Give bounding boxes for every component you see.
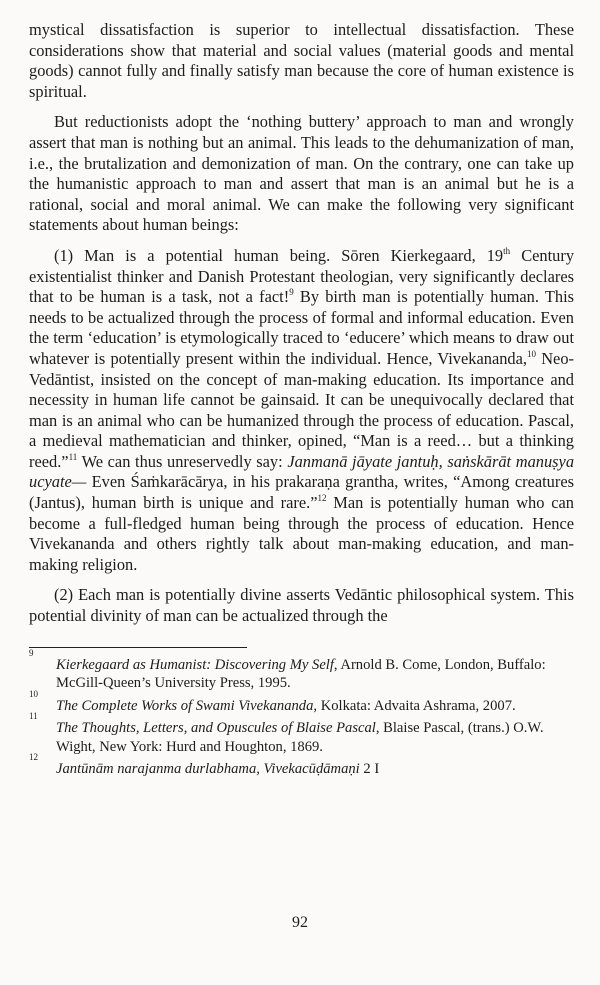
- footnote-12-title: Jantūnām narajanma durlabhama, Vivekacūḍāmaṇi: [56, 761, 360, 778]
- paragraph-4: (2) Each man is potentially divine asserts Vedāntic philosophical system. This potential divinity of man can be actualized through the: [29, 585, 574, 626]
- ordinal-suffix: th: [503, 245, 511, 256]
- paragraph-3-text-g: Man is potentially human who can become a full-fledged human being through the process of education. Hence Vivekananda and others rightly talk about man-making education, and man-making religion.: [29, 493, 574, 574]
- paragraph-1: mystical dissatisfaction is superior to intellectual dissatisfaction. These considerations show that material and social values (material goods and mental goods) cannot fully and finally satisfy man because the core of human existence is spiritual.: [29, 20, 574, 101]
- footnote-11: 11 The Thoughts, Letters, and Opuscules of Blaise Pascal, Blaise Pascal, (trans.) O.W. Wight, New York: Hurd and Houghton, 1869.: [29, 711, 544, 755]
- paragraph-3-text-b: Century existentialist thinker and Danish Protestant theologian, very significantly declares that to be human is a task, not a fact!: [29, 245, 575, 307]
- paragraph-3: [29, 246, 574, 576]
- footnote-11-title: The Thoughts, Letters, and Opuscules of Blaise Pascal: [56, 720, 376, 737]
- footnote-10-title: The Complete Works of Swami Vivekananda: [56, 697, 314, 714]
- paragraph-3-text-f: Even Śaṁkarācārya, in his prakaraṇa grantha, writes, “Among creatures (Jantus), human birth is unique and rare.”: [29, 472, 574, 513]
- footnote-ref-11: 11: [68, 451, 78, 462]
- paragraph-3-text-c: By birth man is potentially human. This needs to be actualized through the process of formal and informal education. Even the term ‘education’ is etymologically traced to ‘educere’ which means to draw out whatever is potentially present within the individual. Hence, Vivekananda,: [29, 287, 574, 368]
- footnote-12: 12 Jantūnām narajanma durlabhama, Vivekacūḍāmaṇi 2 I: [29, 752, 380, 778]
- footnotes: [29, 647, 574, 779]
- paragraph-3-text-e: We can thus unreservedly say:: [77, 451, 288, 471]
- footnote-10-details: , Kolkata: Advaita Ashrama, 2007.: [313, 697, 516, 714]
- footnote-ref-10: 10: [526, 348, 536, 359]
- footnote-divider: [29, 647, 247, 648]
- paragraph-2: But reductionists adopt the ‘nothing buttery’ approach to man and wrongly assert that man is nothing but an animal. This leads to the dehumanization of man, i.e., the brutalization and demonization of man. On the contrary, one can take up the humanistic approach to man and assert that man is an animal but he is a rational, social and moral animal. We can make the following very significant statements about human beings:: [29, 112, 574, 235]
- footnote-9-details: , Arnold B. Come, London, Buffalo: McGill-Queen’s University Press, 1995.: [56, 656, 546, 692]
- footnote-11-details: , Blaise Pascal, (trans.) O.W. Wight, New York: Hurd and Houghton, 1869.: [56, 720, 544, 755]
- footnote-ref-12: 12: [317, 493, 327, 504]
- sanskrit-quote: Janmanā jāyate jantuḥ, saṅskārāt manuṣya ucyate—: [29, 451, 575, 492]
- footnote-9: 9 Kierkegaard as Humanist: Discovering My Self, Arnold B. Come, London, Buffalo: McGill-Queen’s University Press, 1995.: [29, 647, 546, 692]
- paragraph-3-text-a: (1) Man is a potential human being. Sōren Kierkegaard, 19: [54, 245, 504, 265]
- paragraph-3-text-d: Neo-Vedāntist, insisted on the concept of man-making education. Its importance and necessity in human life cannot be gainsaid. It can be unequivocally declared that man is an animal who can be humanized through the process of education. Pascal, a medieval mathematician and thinker, opined, “Man is a reed… but a thinking reed.”: [29, 348, 574, 471]
- footnote-10: 10 The Complete Works of Swami Vivekananda, Kolkata: Advaita Ashrama, 2007.: [29, 688, 516, 714]
- footnote-ref-9: 9: [289, 287, 294, 298]
- page-number: 92: [292, 914, 308, 931]
- footnote-12-details: 2 I: [359, 761, 380, 778]
- footnote-9-title: Kierkegaard as Humanist: Discovering My Self: [56, 656, 334, 673]
